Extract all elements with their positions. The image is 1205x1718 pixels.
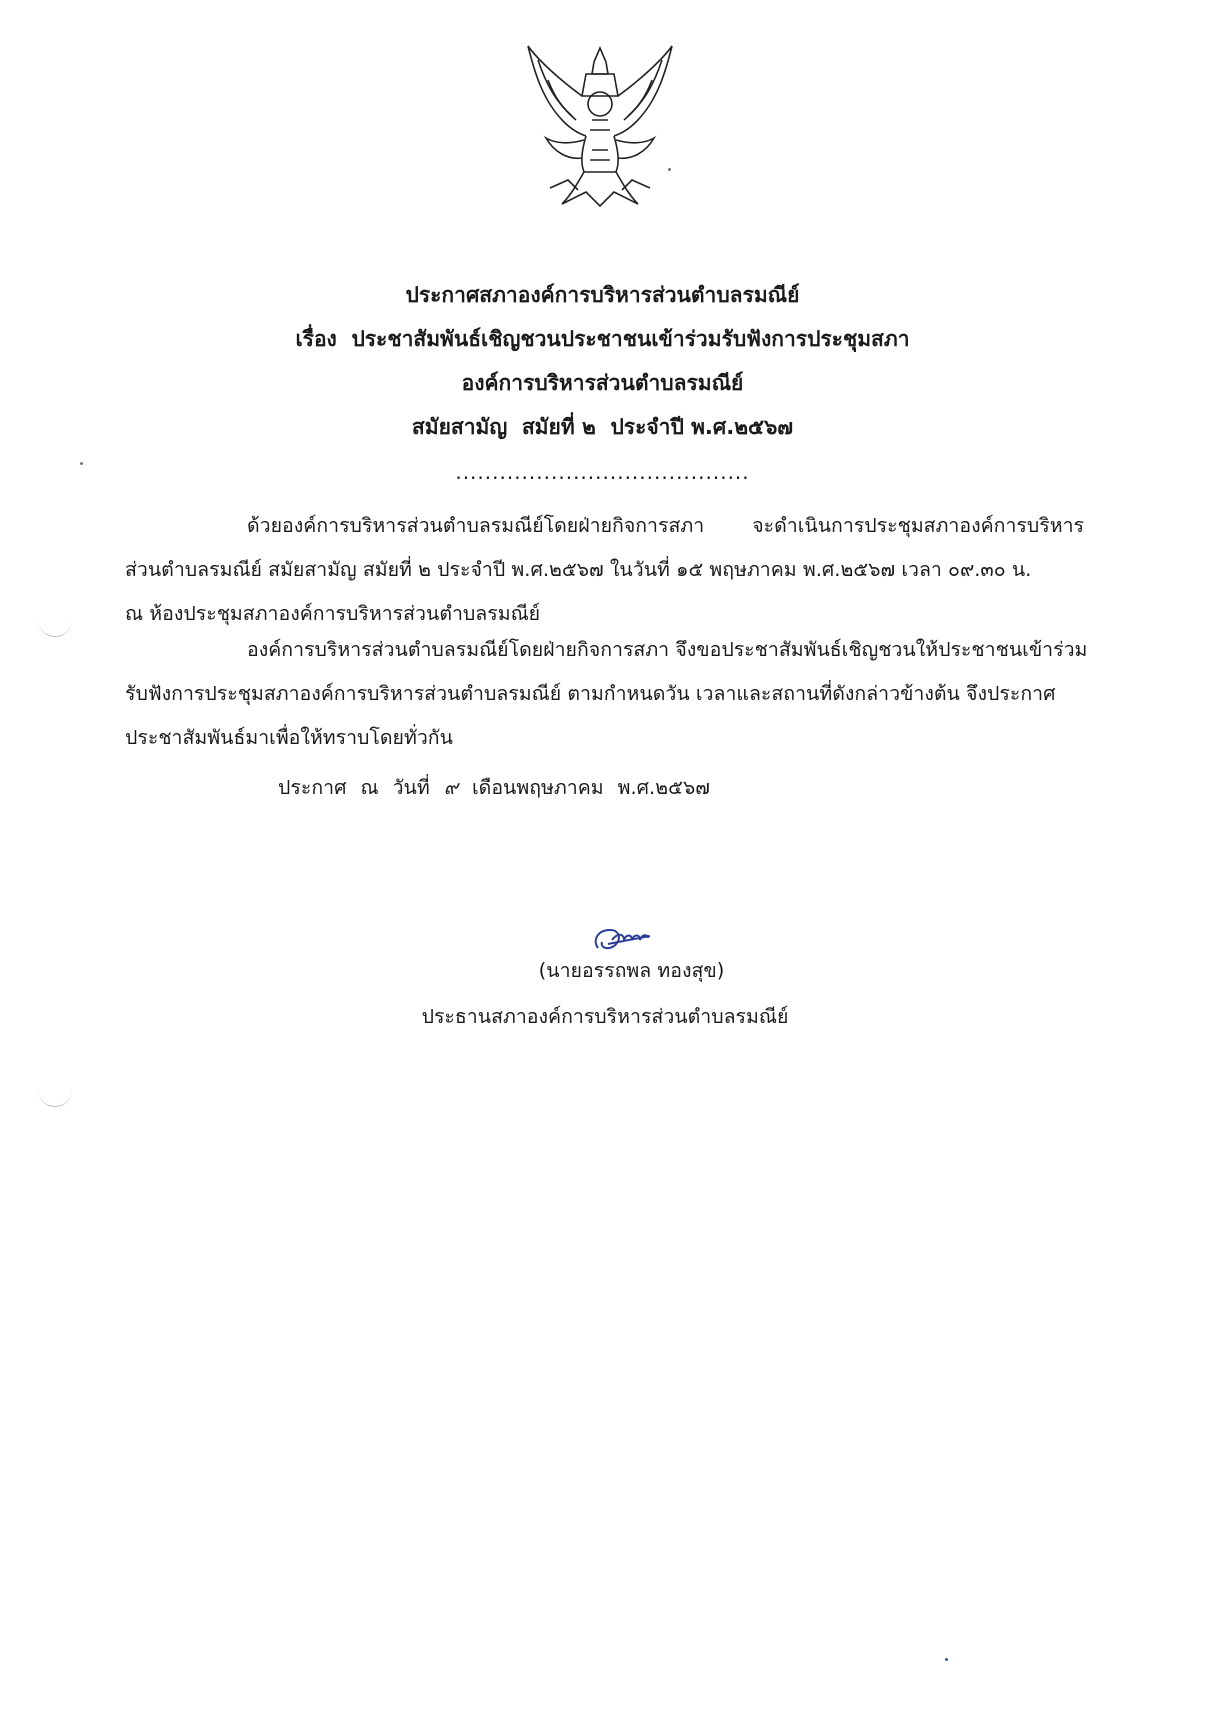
announce-month: เดือนพฤษภาคม [472,776,604,799]
paragraph-2-line-1: องค์การบริหารส่วนตำบลรมณีย์โดยฝ่ายกิจการสภา จึงขอประชาสัมพันธ์เชิญชวนให้ประชาชนเข้าร่วม [247,638,1088,661]
punch-hole-mark [38,1090,72,1107]
announce-at: ณ [360,776,379,799]
para1-line1-part-a: ด้วยองค์การบริหารส่วนตำบลรมณีย์โดยฝ่ายกิจการสภา [247,514,705,537]
scan-speck [945,1658,948,1661]
subject-text: ประชาสัมพันธ์เชิญชวนประชาชนเข้าร่วมรับฟังการประชุมสภา [351,327,910,351]
garuda-emblem-icon [520,40,680,210]
announce-day-label: วันที่ [392,776,430,799]
subject-line [0,324,1205,354]
session-year: ประจำปี พ.ศ.๒๕๖๗ [610,415,794,439]
session-type: สมัยสามัญ [411,415,508,439]
paragraph-2-line-2: รับฟังการประชุมสภาองค์การบริหารส่วนตำบลรมณีย์ ตามกำหนดวัน เวลาและสถานที่ดังกล่าวข้างต้น จึงประกาศ [125,682,1056,705]
paragraph-1-line-3: ณ ห้องประชุมสภาองค์การบริหารส่วนตำบลรมณีย์ [125,602,541,625]
announce-day-value: ๙ [443,776,458,799]
scan-speck [80,462,83,465]
subject-label: เรื่อง [295,327,337,351]
announcement-date-line [278,772,710,803]
signer-name: (นายอรรถพล ทองสุข) [538,959,725,982]
punch-hole-mark [38,620,72,637]
announce-prefix: ประกาศ [278,776,347,799]
paragraph-1-line-2: ส่วนตำบลรมณีย์ สมัยสามัญ สมัยที่ ๒ ประจำปี พ.ศ.๒๕๖๗ ในวันที่ ๑๕ พฤษภาคม พ.ศ.๒๕๖๗ เวลา ๐๙.๓๐ น. [125,558,1032,581]
para1-line1-part-b: จะดำเนินการประชุมสภาองค์การบริหาร [752,514,1085,537]
session-line [0,412,1205,442]
announce-year: พ.ศ.๒๕๖๗ [617,776,710,799]
paragraph-2-line-3: ประชาสัมพันธ์มาเพื่อให้ทราบโดยทั่วกัน [125,726,453,749]
scan-speck [668,168,671,171]
separator-dots: ........................................ [455,460,750,484]
organization-name: องค์การบริหารส่วนตำบลรมณีย์ [461,371,744,395]
paragraph-1 [125,504,1085,636]
session-number: สมัยที่ ๒ [521,415,596,439]
document-title: ประกาศสภาองค์การบริหารส่วนตำบลรมณีย์ [405,283,800,307]
signer-title: ประธานสภาองค์การบริหารส่วนตำบลรมณีย์ [421,1005,789,1028]
paragraph-1-line-1 [125,504,1085,548]
paragraph-2 [125,628,1088,760]
